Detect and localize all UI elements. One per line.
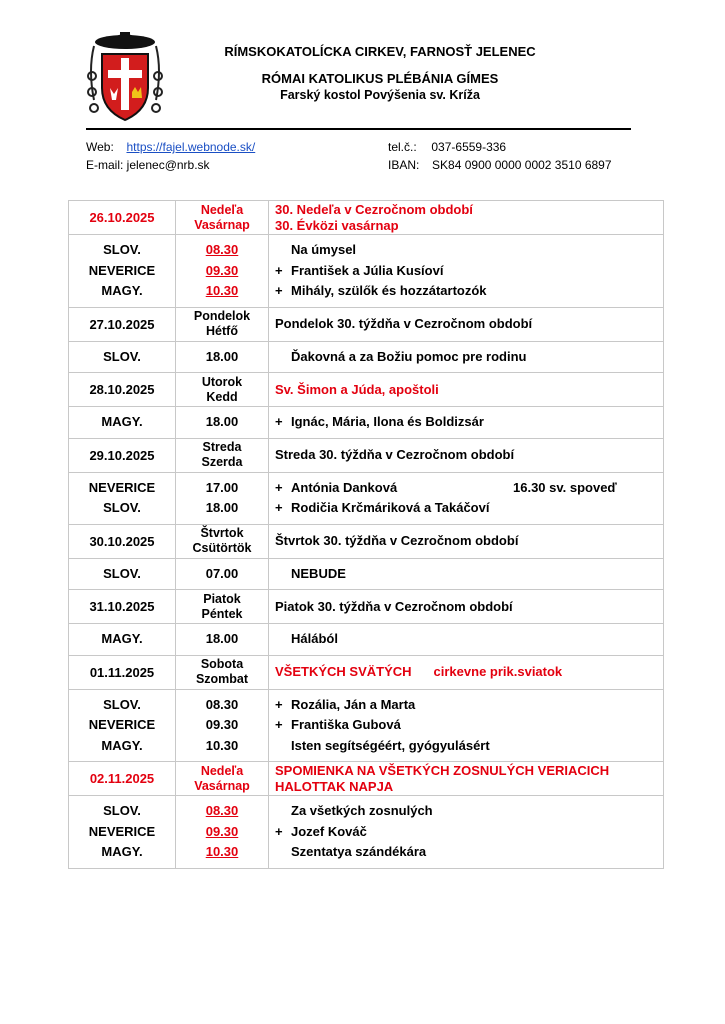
day-date: 31.10.2025 [69, 590, 176, 624]
day-name-hu: Vasárnap [194, 217, 250, 232]
mass-intentions [269, 796, 664, 869]
day-row [69, 762, 664, 796]
mass-places [69, 796, 176, 869]
day-name-hu: Szombat [195, 672, 249, 686]
deceased-cross-marker: + [275, 500, 283, 515]
mass-intention: Rozália, Ján a Marta [291, 696, 416, 712]
day-row [69, 373, 664, 407]
day-name-sk: Pondelok [193, 309, 251, 323]
mass-intentions [269, 472, 664, 524]
mass-row [69, 689, 664, 762]
day-row [69, 201, 664, 235]
day-name-hu: Kedd [206, 389, 238, 404]
day-row [69, 655, 664, 689]
mass-place: NEVERICE [88, 823, 156, 839]
mass-time: 10.30 [205, 283, 239, 298]
header-title-slovak: RÍMSKOKATOLÍCKA CIRKEV, FARNOSŤ JELENEC [224, 44, 536, 59]
mass-intention: Na úmysel [291, 242, 357, 257]
day-row [69, 307, 664, 341]
header-church-name: Farský kostol Povýšenia sv. Kríža [280, 88, 480, 102]
day-description: Piatok 30. týždňa v Cezročnom období [269, 590, 664, 624]
mass-place: MAGY. [101, 283, 143, 298]
mass-place [69, 624, 176, 656]
mass-place: NEVERICE [88, 262, 156, 278]
day-name [176, 373, 269, 407]
mass-place: MAGY. [101, 844, 143, 859]
day-date: 26.10.2025 [69, 201, 176, 235]
day-name [176, 307, 269, 341]
mass-time: 08.30 [205, 803, 239, 818]
mass-row [69, 407, 664, 439]
day-name-sk: Utorok [201, 374, 243, 389]
mass-place: NEVERICE [88, 717, 156, 732]
mass-time: 09.30 [205, 717, 239, 732]
web-label: Web: [86, 140, 114, 154]
mass-place: SLOV. [103, 696, 141, 712]
day-name [176, 438, 269, 472]
deceased-cross-marker: + [275, 696, 283, 712]
day-description: Streda 30. týždňa v Cezročnom období [269, 438, 664, 472]
day-date: 02.11.2025 [69, 762, 176, 796]
mass-intention: Ignác, Mária, Ilona és Boldizsár [291, 414, 484, 429]
mass-times [176, 472, 269, 524]
mass-intention: Ďakovná a za Božiu pomoc pre rodinu [291, 348, 527, 364]
mass-intention: Františka Gubová [291, 717, 401, 732]
mass-time: 09.30 [205, 262, 239, 278]
mass-row [69, 472, 664, 524]
day-name-hu: Csütörtök [192, 541, 252, 555]
mass-times [176, 796, 269, 869]
mass-place-label: SLOV. [103, 348, 141, 364]
liturgy-title-sk: SPOMIENKA NA VŠETKÝCH ZOSNULÝCH VERIACICH [275, 762, 610, 778]
mass-intention: Mihály, szülők és hozzátartozók [291, 283, 487, 298]
deceased-cross-marker: + [275, 823, 283, 839]
mass-intention: Szentatya szándékára [291, 844, 427, 859]
confession-note: 16.30 sv. spoveď [513, 479, 617, 495]
day-name-sk: Nedeľa [200, 763, 244, 778]
mass-place [69, 341, 176, 373]
iban-number: SK84 0900 0000 0002 3510 6897 [432, 158, 612, 172]
mass-time: 17.00 [205, 479, 239, 495]
day-date: 28.10.2025 [69, 373, 176, 407]
day-row [69, 590, 664, 624]
mass-time: 08.30 [205, 696, 239, 712]
mass-place: NEVERICE [88, 479, 156, 495]
mass-time: 10.30 [205, 844, 239, 859]
day-date: 29.10.2025 [69, 438, 176, 472]
day-name-hu: Hétfő [206, 324, 238, 338]
feast-note: cirkevne prik.sviatok [433, 664, 563, 679]
mass-place-label: MAGY. [101, 631, 143, 646]
mass-time: 18.00 [205, 500, 239, 515]
iban-contact [388, 158, 612, 172]
mass-time: 09.30 [205, 823, 239, 839]
day-name-hu: Vasárnap [194, 778, 250, 793]
mass-intention: Rodičia Krčmáriková a Takáčoví [291, 500, 490, 515]
day-name-sk: Streda [202, 440, 242, 454]
day-name-hu: Szerda [201, 455, 243, 469]
tel-number: 037-6559-336 [431, 140, 507, 154]
mass-place: SLOV. [103, 803, 141, 818]
deceased-cross-marker: + [275, 717, 283, 732]
mass-intentions [269, 407, 664, 439]
web-contact [86, 140, 255, 154]
mass-places [69, 235, 176, 308]
mass-times [176, 235, 269, 308]
mass-time-label: 18.00 [205, 414, 239, 429]
day-date: 01.11.2025 [69, 655, 176, 689]
day-description [269, 201, 664, 235]
day-description: Štvrtok 30. týždňa v Cezročnom období [269, 524, 664, 558]
mass-time-label: 18.00 [205, 348, 239, 364]
mass-intentions [269, 235, 664, 308]
mass-intention: Jozef Kováč [291, 823, 367, 839]
mass-intention: NEBUDE [291, 565, 346, 581]
mass-intentions [269, 341, 664, 373]
day-name [176, 590, 269, 624]
mass-place [69, 558, 176, 590]
deceased-cross-marker: + [275, 262, 283, 278]
mass-intentions [269, 689, 664, 762]
mass-place: MAGY. [101, 737, 143, 753]
mass-row [69, 235, 664, 308]
mass-intention: Hálából [291, 631, 338, 646]
mass-places [69, 689, 176, 762]
header-title-hungarian: RÓMAI KATOLIKUS PLÉBÁNIA GÍMES [261, 71, 499, 86]
mass-time-label: 18.00 [205, 631, 239, 646]
day-date: 30.10.2025 [69, 524, 176, 558]
day-row [69, 438, 664, 472]
day-name-hu: Péntek [201, 606, 243, 621]
tel-label: tel.č.: [388, 140, 417, 154]
mass-intention: Za všetkých zosnulých [291, 803, 433, 818]
mass-places [69, 472, 176, 524]
day-description: Pondelok 30. týždňa v Cezročnom období [269, 307, 664, 341]
mass-row [69, 624, 664, 656]
mass-row [69, 558, 664, 590]
day-name-sk: Štvrtok [200, 526, 244, 540]
mass-place-label: MAGY. [101, 414, 143, 429]
day-description [269, 762, 664, 796]
day-date: 27.10.2025 [69, 307, 176, 341]
website-link[interactable]: https://fajel.webnode.sk/ [126, 140, 256, 154]
mass-time-label: 07.00 [205, 565, 239, 581]
iban-label: IBAN: [388, 158, 420, 172]
day-name [176, 655, 269, 689]
telephone-contact [388, 140, 506, 154]
mass-time [176, 558, 269, 590]
day-name-sk: Nedeľa [200, 202, 244, 217]
mass-intentions [269, 558, 664, 590]
mass-intention: Isten segítségéért, gyógyulásért [291, 737, 490, 753]
mass-intentions [269, 624, 664, 656]
day-name [176, 201, 269, 235]
liturgy-title-sk: 30. Nedeľa v Cezročnom období [275, 201, 473, 217]
mass-place [69, 407, 176, 439]
mass-times [176, 689, 269, 762]
liturgy-title-hu: 30. Évközi vasárnap [275, 217, 399, 233]
day-name-sk: Piatok [203, 591, 241, 606]
mass-row [69, 796, 664, 869]
mass-time: 08.30 [205, 242, 239, 257]
parish-coat-of-arms [86, 30, 164, 122]
header-divider [86, 128, 631, 130]
day-description: Sv. Šimon a Júda, apoštoli [269, 373, 664, 407]
deceased-cross-marker: + [275, 479, 283, 495]
email-contact: E-mail: jelenec@nrb.sk [86, 158, 210, 172]
mass-intention: Antónia Danková [291, 479, 398, 495]
mass-time [176, 341, 269, 373]
mass-intention: František a Júlia Kusíoví [291, 262, 444, 278]
liturgy-title-hu: HALOTTAK NAPJA [275, 778, 394, 794]
day-name [176, 524, 269, 558]
day-row [69, 524, 664, 558]
mass-time: 10.30 [205, 737, 239, 753]
mass-time [176, 407, 269, 439]
deceased-cross-marker: + [275, 283, 283, 298]
feast-title: VŠETKÝCH SVÄTÝCH [275, 664, 412, 679]
mass-schedule-table [68, 200, 664, 869]
day-name-sk: Sobota [200, 657, 244, 671]
day-name [176, 762, 269, 796]
day-description [269, 655, 664, 689]
mass-row [69, 341, 664, 373]
deceased-cross-marker: + [275, 414, 283, 429]
mass-place: SLOV. [103, 242, 141, 257]
mass-place-label: SLOV. [103, 565, 141, 581]
mass-time [176, 624, 269, 656]
mass-place: SLOV. [103, 500, 141, 515]
